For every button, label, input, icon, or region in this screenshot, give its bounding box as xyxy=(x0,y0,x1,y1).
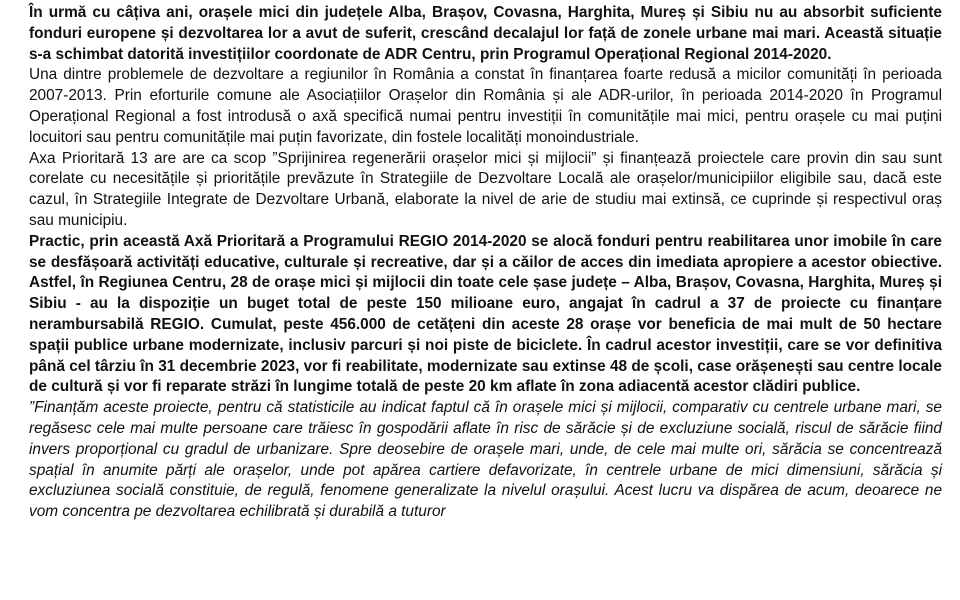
intro-paragraph: În urmă cu câțiva ani, orașele mici din județele Alba, Brașov, Covasna, Harghita, Mureș și Sibiu nu au absorbit suficiente fonduri europene și dezvoltarea lor a avut de suferit, crescând decalajul lor față de zonele urbane mai mari. Această situație s-a schimbat datorită investițiilor coordonate de ADR Centru, prin Programul Operațional Regional 2014-2020. xyxy=(29,4,942,63)
priority-axis-paragraph: Axa Prioritară 13 are are ca scop ”Sprijinirea regenerării orașelor mici și mijlocii” și finanțează proiectele care provin din sau sunt corelate cu necesitățile și prioritățile prevăzute în Strategiile de Dezvoltare Locală ale orașelor/municipiilor eligibile sau, dacă este cazul, în Strategiile Integrate de Dezvoltare Urbană, elaborate la nivel de arie de studiu mai extinsă, ce cuprinde și respectivul oraș sau municipiu. xyxy=(29,149,942,229)
document-page xyxy=(29,3,942,523)
quote-paragraph: ”Finanțăm aceste proiecte, pentru că statisticile au indicat faptul că în orașele mici și mijlocii, comparativ cu centrele urbane mari, se regăsesc cele mai multe persoane care trăiesc în gospodării aflate în risc de sărăcie și de excluziune socială, riscul de sărăcie fiind invers proporțional cu gradul de urbanizare. Spre deosebire de orașele mari, unde, de cele mai multe ori, sărăcia se concentrează spațial în anumite părți ale orașelor, unde pot apărea cartiere defavorizate, în centrele urbane de mici dimensiuni, sărăcia și excluziunea socială constituie, de regulă, fenomene generalizate la nivelul orașului. Acest lucru va dispărea de acum, deoarece ne vom concentra pe dezvoltarea echilibrată și durabilă a tuturor xyxy=(29,399,942,521)
development-problems-paragraph: Una dintre problemele de dezvoltare a regiunilor în România a constat în finanțarea foarte redusă a micilor comunități în perioada 2007-2013. Prin eforturile comune ale Asociațiilor Orașelor din România și ale ADR-urilor, în perioada 2014-2020 în Programul Operațional Regional a fost introdusă o axă specifică numai pentru investiții în comunitățile mai mici, pentru orașele cu mai puțini locuitori sau pentru comunitățile mai puțin favorizate, din fostele localități monoindustriale. xyxy=(29,66,942,146)
funding-details-paragraph: Practic, prin această Axă Prioritară a Programului REGIO 2014-2020 se alocă fonduri pentru reabilitarea unor imobile în care se desfășoară activități educative, culturale și recreative, dar și a căilor de acces din imediata apropiere a acestor obiective. Astfel, în Regiunea Centru, 28 de orașe mici și mijlocii din toate cele șase județe – Alba, Brașov, Covasna, Harghita, Mureș și Sibiu - au la dispoziție un buget total de peste 150 milioane euro, angajat în cadrul a 37 de proiecte cu finanțare nerambursabilă REGIO. Cumulat, peste 456.000 de cetățeni din aceste 28 orașe vor beneficia de mai mult de 50 hectare spații publice urbane modernizate, inclusiv parcuri și noi piste de biciclete. În cadrul acestor investiții, care se vor definitiva până cel târziu în 31 decembrie 2023, vor fi reabilitate, modernizate sau extinse 48 de școli, case orășenești sau centre locale de cultură și vor fi reparate străzi în lungime totală de peste 20 km aflate în zona adiacentă acestor clădiri publice. xyxy=(29,232,942,396)
